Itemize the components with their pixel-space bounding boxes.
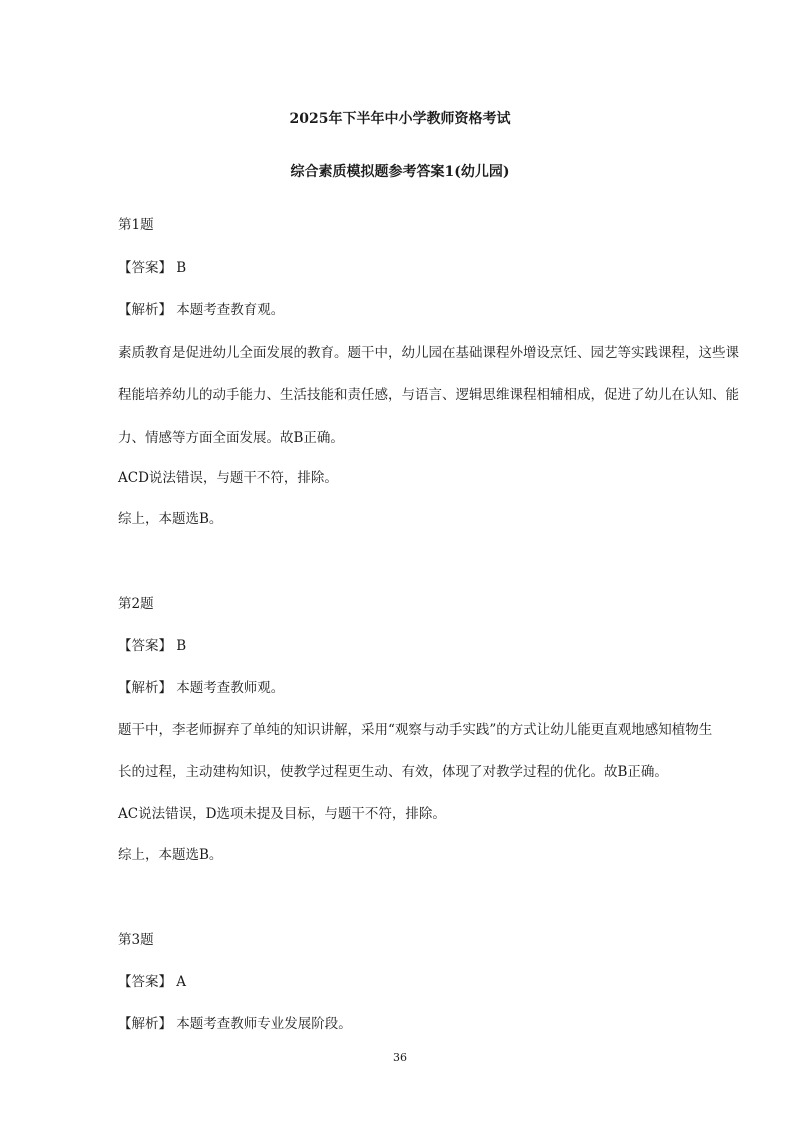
question-1-body-line-2: 程能培养幼儿的动手能力、生活技能和责任感，与语言、逻辑思维课程相辅相成，促进了幼儿在认知、能 [118,387,739,403]
page-number: 36 [393,1051,407,1064]
question-2-conclusion: 综上，本题选B。 [118,847,223,863]
document-subtitle: 综合素质模拟题参考答案1(幼儿园) [290,164,510,180]
question-2-analysis-intro: 【解析】 本题考查教师观。 [118,680,285,696]
question-2-elimination: AC说法错误，D选项未提及目标，与题干不符，排除。 [118,806,446,822]
question-2-body-line-2: 长的过程，主动建构知识，使教学过程更生动、有效，体现了对教学过程的优化。故B正确。 [118,764,668,780]
question-1-answer: 【答案】 B [118,260,187,276]
question-3-answer: 【答案】 A [118,974,187,990]
question-3-analysis-intro: 【解析】 本题考查教师专业发展阶段。 [118,1016,352,1032]
question-1-heading: 第1题 [118,217,154,233]
question-3-heading: 第3题 [118,932,154,948]
question-1-elimination: ACD说法错误，与题干不符，排除。 [118,470,338,486]
question-2-answer: 【答案】 B [118,638,187,654]
question-1-body-line-3: 力、情感等方面全面发展。故B正确。 [118,430,344,446]
question-1-analysis-intro: 【解析】 本题考查教育观。 [118,302,285,318]
question-1-conclusion: 综上，本题选B。 [118,511,223,527]
question-2-body-line-1: 题干中，李老师摒弃了单纯的知识讲解，采用“观察与动手实践”的方式让幼儿能更直观地感知植物生 [118,722,713,738]
document-title: 2025年下半年中小学教师资格考试 [289,111,511,127]
question-1-body-line-1: 素质教育是促进幼儿全面发展的教育。题干中，幼儿园在基础课程外增设烹饪、园艺等实践课程，这些课 [118,345,739,361]
question-2-heading: 第2题 [118,596,154,612]
